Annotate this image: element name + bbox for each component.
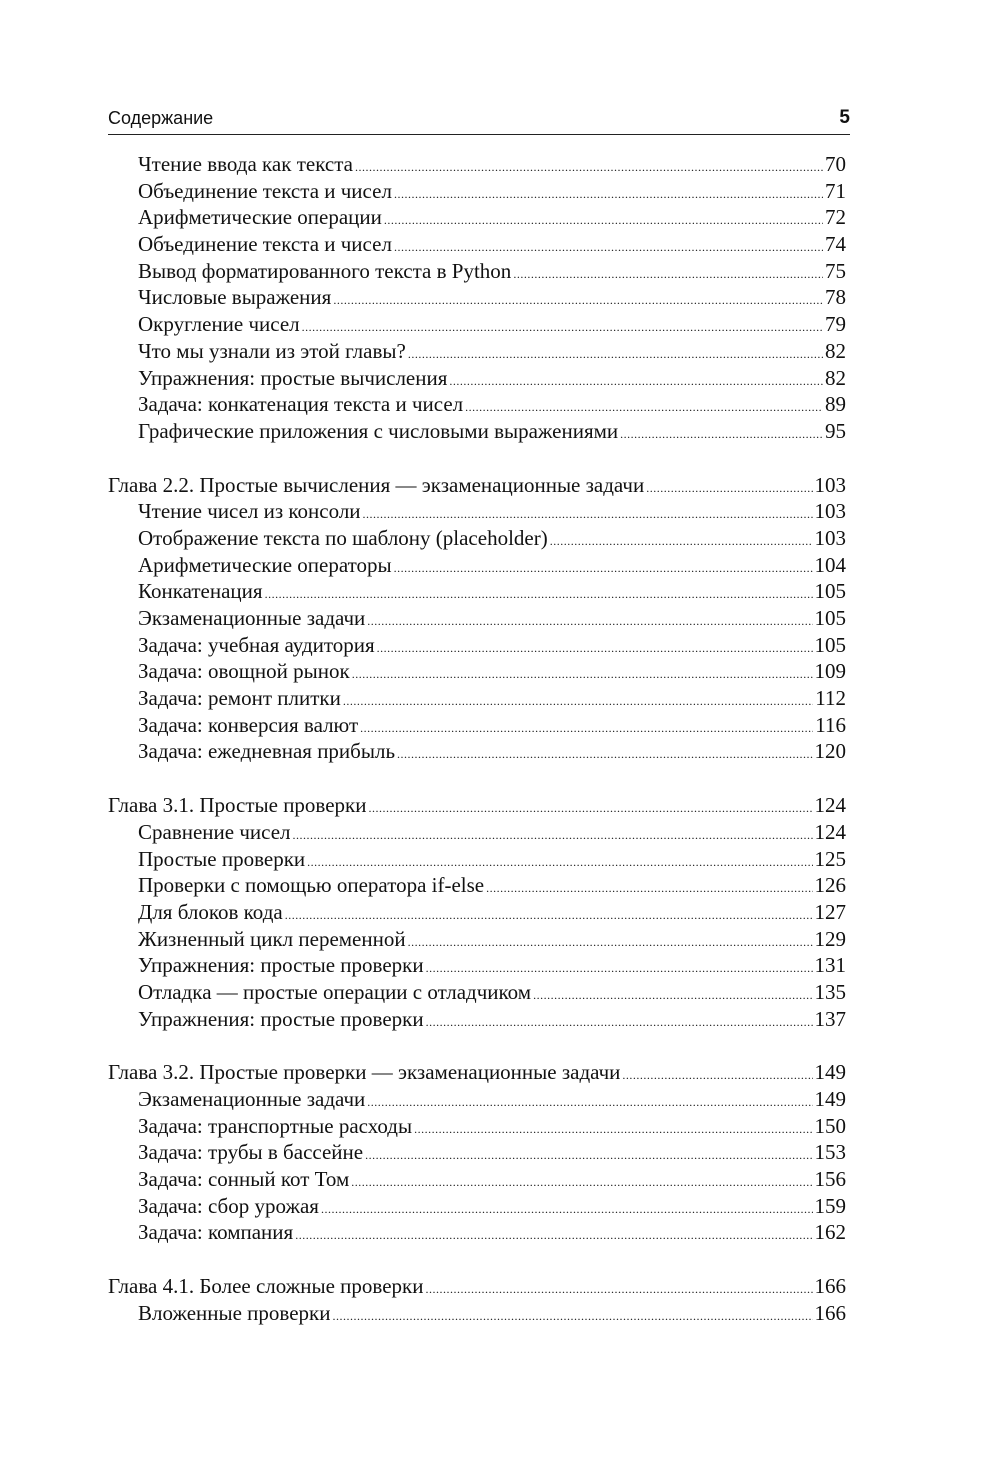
toc-page-number: 116 (815, 712, 846, 737)
toc-entry-title: Задача: ежедневная прибыль (138, 739, 396, 764)
toc-entry[interactable] (108, 311, 846, 338)
toc-entry-title: Что мы узнали из этой главы? (138, 338, 406, 363)
toc-page-number: 156 (814, 1167, 846, 1192)
dot-leader (365, 1142, 812, 1169)
toc-page-number: 109 (814, 659, 846, 684)
dot-leader (384, 207, 823, 234)
dot-leader (333, 287, 823, 314)
toc-entry[interactable] (108, 178, 846, 205)
toc-page-number: 74 (825, 232, 846, 257)
toc-page-number: 162 (814, 1220, 846, 1245)
toc-entry[interactable] (108, 1193, 846, 1220)
toc-entry[interactable] (108, 819, 846, 846)
dot-leader (394, 234, 823, 261)
toc-page-number: 75 (825, 258, 846, 283)
toc-entry-title: Жизненный цикл переменной (138, 926, 406, 951)
toc-entry[interactable] (108, 418, 846, 445)
toc-page-number: 79 (825, 312, 846, 337)
dot-leader (332, 1303, 812, 1330)
toc-entry[interactable] (108, 685, 846, 712)
toc-page-number: 105 (814, 579, 846, 604)
toc-entry-title: Конкатенация (138, 579, 263, 604)
toc-entry[interactable] (108, 338, 846, 365)
toc-page-number: 105 (814, 632, 846, 657)
dot-leader (620, 421, 823, 448)
dot-leader (367, 608, 812, 635)
toc-entry[interactable] (108, 231, 846, 258)
dot-leader (550, 528, 813, 555)
toc-entry[interactable] (108, 872, 846, 899)
dot-leader (465, 394, 823, 421)
toc-entry[interactable] (108, 498, 846, 525)
toc-page-number: 137 (814, 1006, 846, 1031)
dot-leader (426, 955, 813, 982)
dot-leader (363, 501, 813, 528)
toc-page-number: 104 (814, 552, 846, 577)
dot-leader (408, 341, 823, 368)
toc-entry[interactable] (108, 204, 846, 231)
toc-entry-title: Чтение чисел из консоли (138, 499, 361, 524)
toc-section (108, 151, 846, 445)
toc-entry-title: Вывод форматированного текста в Python (138, 258, 512, 283)
toc-entry[interactable] (108, 712, 846, 739)
toc-entry-title: Арифметические операции (138, 205, 382, 230)
toc-chapter-heading[interactable] (108, 1059, 846, 1086)
toc-entry[interactable] (108, 525, 846, 552)
toc-entry-title: Числовые выражения (138, 285, 332, 310)
toc-entry-title: Чтение ввода как текста (138, 152, 353, 176)
toc-entry[interactable] (108, 284, 846, 311)
toc-page-number: 120 (814, 739, 846, 764)
dot-leader (321, 1196, 813, 1223)
toc-entry-title: Упражнения: простые проверки (138, 953, 424, 978)
dot-leader (343, 688, 813, 715)
dot-leader (355, 154, 823, 181)
toc-page-number: 129 (814, 926, 846, 951)
toc-page-number: 103 (814, 499, 846, 524)
dot-leader (622, 1062, 812, 1089)
toc-page-number: 71 (825, 178, 846, 203)
dot-leader (307, 849, 812, 876)
dot-leader (394, 555, 813, 582)
toc-chapter-title: Глава 4.1. Более сложные проверки (108, 1274, 424, 1299)
toc-entry-title: Округление чисел (138, 312, 300, 337)
toc-page-number: 126 (814, 873, 846, 898)
table-of-contents (108, 151, 846, 1354)
toc-entry-title: Отладка — простые операции с отладчиком (138, 979, 532, 1004)
toc-entry-title: Арифметические операторы (138, 552, 392, 577)
dot-leader (408, 929, 813, 956)
toc-entry[interactable] (108, 605, 846, 632)
toc-entry-title: Экзаменационные задачи (138, 606, 366, 630)
toc-entry-title: Задача: компания (138, 1220, 294, 1245)
toc-entry[interactable] (108, 1006, 846, 1033)
toc-page-number: 78 (825, 285, 846, 310)
toc-page-number: 112 (815, 686, 846, 711)
dot-leader (394, 181, 823, 208)
page-header (108, 104, 850, 135)
toc-entry-title: Задача: транспортные расходы (138, 1113, 413, 1138)
toc-page-number: 149 (814, 1087, 846, 1111)
dot-leader (533, 982, 812, 1009)
toc-entry-title: Задача: сбор урожая (138, 1193, 319, 1218)
toc-page-number: 150 (814, 1113, 846, 1138)
toc-chapter-heading[interactable] (108, 1273, 846, 1300)
dot-leader (285, 902, 813, 929)
toc-chapter-title: Глава 2.2. Простые вычисления — экзаменационные задачи (108, 472, 645, 497)
toc-entry-title: Экзаменационные задачи (138, 1087, 366, 1111)
dot-leader (646, 475, 812, 502)
toc-entry-title: Графические приложения с числовыми выражениями (138, 418, 619, 443)
toc-page-number: 124 (814, 819, 846, 844)
toc-chapter-title: Глава 3.2. Простые проверки — экзаменационные задачи (108, 1060, 621, 1085)
toc-entry-title: Задача: овощной рынок (138, 659, 350, 684)
toc-page-number: 153 (814, 1140, 846, 1165)
toc-chapter-heading[interactable] (108, 472, 846, 499)
dot-leader (360, 715, 813, 742)
toc-entry-title: Сравнение чисел (138, 819, 291, 844)
toc-entry-title: Объединение текста и чисел (138, 178, 392, 203)
dot-leader (367, 1089, 812, 1116)
running-head-title: Содержание (108, 108, 214, 128)
toc-page-number: 166 (814, 1274, 846, 1299)
toc-page-number: 70 (825, 152, 846, 176)
toc-entry[interactable] (108, 1086, 846, 1113)
toc-entry-title: Упражнения: простые проверки (138, 1006, 424, 1031)
toc-page-number: 103 (814, 525, 846, 550)
toc-page-number: 135 (814, 979, 846, 1004)
toc-page-number: 105 (814, 606, 846, 630)
toc-page-number: 103 (814, 472, 846, 497)
toc-page-number: 166 (814, 1300, 846, 1325)
dot-leader (265, 581, 813, 608)
toc-page-number: 82 (825, 338, 846, 363)
dot-leader (426, 1009, 813, 1036)
toc-entry-title: Задача: учебная аудитория (138, 632, 375, 657)
toc-entry-title: Задача: сонный кот Том (138, 1167, 350, 1192)
toc-entry-title: Простые проверки (138, 846, 306, 871)
toc-entry-title: Задача: конкатенация текста и чисел (138, 392, 464, 417)
toc-entry[interactable] (108, 391, 846, 418)
toc-section (108, 1273, 846, 1326)
toc-page-number: 95 (825, 418, 846, 443)
toc-page-number: 131 (814, 953, 846, 978)
toc-entry-title: Объединение текста и чисел (138, 232, 392, 257)
toc-entry-title: Упражнения: простые вычисления (138, 365, 448, 390)
dot-leader (351, 1169, 812, 1196)
toc-page-number: 125 (814, 846, 846, 871)
toc-entry[interactable] (108, 578, 846, 605)
toc-page-number: 82 (825, 365, 846, 390)
dot-leader (513, 261, 823, 288)
toc-entry-title: Для блоков кода (138, 899, 283, 924)
toc-entry[interactable] (108, 1113, 846, 1140)
dot-leader (302, 314, 823, 341)
dot-leader (414, 1116, 812, 1143)
toc-entry[interactable] (108, 979, 846, 1006)
dot-leader (425, 1276, 812, 1303)
toc-entry[interactable] (108, 899, 846, 926)
toc-entry[interactable] (108, 738, 846, 765)
toc-entry[interactable] (108, 1219, 846, 1246)
dot-leader (368, 795, 812, 822)
dot-leader (352, 661, 813, 688)
dot-leader (449, 368, 823, 395)
dot-leader (486, 875, 812, 902)
toc-entry[interactable] (108, 258, 846, 285)
toc-chapter-heading[interactable] (108, 792, 846, 819)
toc-entry[interactable] (108, 1139, 846, 1166)
toc-entry-title: Отображение текста по шаблону (placeholder) (138, 525, 548, 550)
toc-page-number: 149 (814, 1060, 846, 1085)
toc-entry[interactable] (108, 1300, 846, 1327)
toc-entry[interactable] (108, 926, 846, 953)
toc-entry[interactable] (108, 658, 846, 685)
toc-page-number: 72 (825, 205, 846, 230)
dot-leader (295, 1222, 812, 1249)
page-number: 5 (839, 107, 850, 128)
toc-entry-title: Задача: конверсия валют (138, 712, 359, 737)
toc-entry-title: Вложенные проверки (138, 1300, 331, 1325)
toc-page-number: 127 (814, 899, 846, 924)
toc-entry-title: Проверки с помощью оператора if-else (138, 873, 485, 898)
toc-section (108, 792, 846, 1032)
toc-chapter-title: Глава 3.1. Простые проверки (108, 793, 367, 818)
toc-entry-title: Задача: ремонт плитки (138, 686, 341, 711)
toc-entry[interactable] (108, 1166, 846, 1193)
toc-entry[interactable] (108, 365, 846, 392)
toc-entry[interactable] (108, 151, 846, 178)
toc-entry[interactable] (108, 846, 846, 873)
toc-page-number: 159 (814, 1193, 846, 1218)
dot-leader (293, 822, 813, 849)
dot-leader (377, 635, 813, 662)
dot-leader (397, 741, 812, 768)
toc-entry[interactable] (108, 552, 846, 579)
toc-section (108, 1059, 846, 1246)
toc-entry[interactable] (108, 632, 846, 659)
toc-entry-title: Задача: трубы в бассейне (138, 1140, 364, 1165)
toc-entry[interactable] (108, 952, 846, 979)
toc-page-number: 89 (825, 392, 846, 417)
toc-page-number: 124 (814, 793, 846, 818)
toc-section (108, 472, 846, 766)
